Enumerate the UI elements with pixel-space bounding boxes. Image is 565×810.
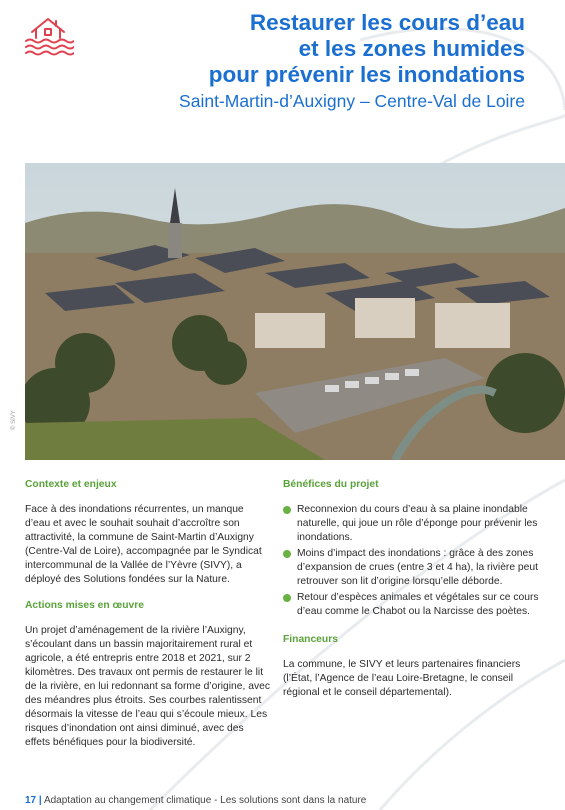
- village-aerial-photo: [25, 163, 565, 460]
- section-title-financeurs: Financeurs: [283, 634, 338, 645]
- list-item: Retour d’espèces animales et végétales sur ce cours d’eau comme le Chabot ou la Narcisse des poètes.: [283, 591, 545, 619]
- flood-house-logo-icon: [22, 12, 74, 56]
- page-footer: [25, 795, 366, 806]
- right-column: [283, 478, 545, 712]
- list-item: Moins d’impact des inondations : grâce à des zones d’expansion de crues (entre 3 et 4 ha), la rivière peut retrouver son lit d’origine lorsqu’elle déborde.: [283, 547, 545, 589]
- financeurs-paragraph: La commune, le SIVY et leurs partenaires financiers (l’État, l’Agence de l’eau Loire-Bretagne, le conseil régional et le conseil départemental).: [283, 659, 521, 698]
- benefices-list: [283, 503, 545, 619]
- header: [85, 10, 525, 112]
- page-number: 17 |: [25, 795, 42, 806]
- photo-credit: © SIVY: [11, 410, 17, 430]
- section-title-benefices: Bénéfices du projet: [283, 479, 379, 490]
- list-item: Reconnexion du cours d’eau à sa plaine inondable naturelle, qui joue un rôle d’éponge pour prévenir les inondations.: [283, 503, 545, 545]
- left-column: [25, 478, 270, 762]
- footer-text: Adaptation au changement climatique - Les solutions sont dans la nature: [43, 795, 367, 806]
- bullet-dot-icon: [283, 550, 291, 558]
- title-line-2: et les zones humides: [298, 36, 525, 61]
- section-title-actions: Actions mises en œuvre: [25, 600, 145, 611]
- page-subtitle: Saint-Martin-d’Auxigny – Centre-Val de Loire: [179, 91, 525, 111]
- contexte-paragraph: Face à des inondations récurrentes, un manque d’eau et avec le souhait souhait d’accroître son attractivité, la commune de Saint-Martin d’Auxigny (Centre-Val de Loire), accompagnée par le Syndicat intercommunal de la Vallée de l’Yèvre (SIVY), a déployé des Solutions fondées sur la Nature.: [25, 504, 262, 585]
- bullet-dot-icon: [283, 594, 291, 602]
- title-line-1: Restaurer les cours d’eau: [249, 10, 525, 35]
- bullet-dot-icon: [283, 506, 291, 514]
- title-line-3: pour prévenir les inondations: [208, 62, 525, 87]
- section-title-contexte: Contexte et enjeux: [25, 479, 117, 490]
- actions-paragraph: Un projet d’aménagement de la rivière l’Auxigny, s’écoulant dans un bassin majoritairement rural et agricole, a été entrepris entre 2018 et 2021, sur 2 kilomètres. Des travaux ont permis de restaurer le lit de la rivière, en lui redonnant sa forme d’origine, avec des méandres plus étroits. Ses courbes ralentissent désormais la vitesse de l’eau qui s’écoule mieux. Les risques d’inondation ont ainsi diminué, avec des effets bénéfiques pour la biodiversité.: [25, 625, 270, 748]
- page-title: [85, 10, 525, 88]
